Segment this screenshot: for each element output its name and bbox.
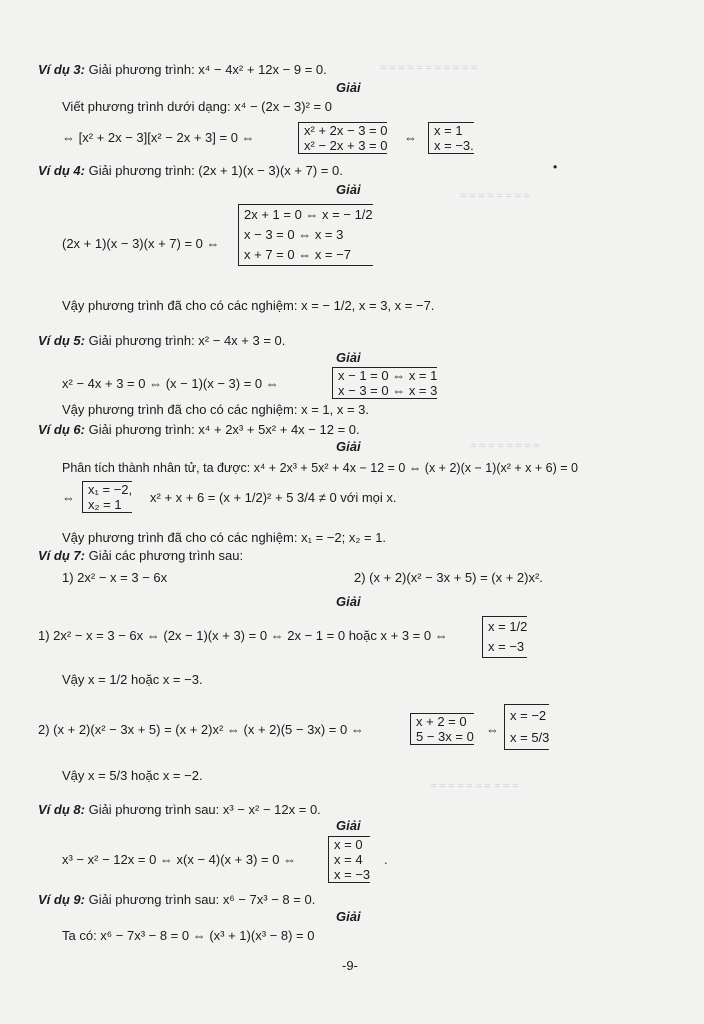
system-row: x − 1 = 0 ⇔ x = 1 (338, 368, 438, 383)
example-7-solution-2: 2) (x + 2)(x² − 3x + 5) = (x + 2)x² ⇔ (x + 2)(5 − 3x) = 0 ⇔ (38, 722, 364, 737)
example-statement: Giải phương trình sau: x⁶ − 7x³ − 8 = 0. (88, 892, 316, 907)
example-4-line-1: (2x + 1)(x − 3)(x + 7) = 0 ⇔ (62, 236, 220, 251)
example-6-line-1: Phân tích thành nhân tử, ta được: x⁴ + 2x³ + 5x² + 4x − 12 = 0 ⇔ (x + 2)(x − 1)(x² + x + 6) = 0 (62, 461, 578, 475)
example-label: Ví dụ 6: (38, 422, 85, 437)
example-statement: Giải phương trình: x⁴ − 4x² + 12x − 9 = 0. (88, 62, 327, 77)
solution-system (482, 616, 527, 658)
page-number: -9- (342, 958, 358, 973)
example-8-line-1: x³ − x² − 12x = 0 ⇔ x(x − 4)(x + 3) = 0 ⇔ (62, 852, 297, 867)
system-row: x = −3 (488, 639, 525, 654)
system-row: x = 1/2 (488, 619, 528, 634)
system-row: x = 4 (334, 852, 363, 867)
solution-system (504, 704, 549, 750)
solution-label: Giải (336, 80, 361, 95)
bleed-through-text: ≈ ≈ ≈ ≈ ≈ ≈ ≈ ≈ (460, 190, 530, 202)
example-7-conclusion-2: Vậy x = 5/3 hoặc x = −2. (62, 768, 203, 783)
system-row: x = 1 (434, 123, 463, 138)
equation-system (332, 367, 437, 399)
solution-label: Giải (336, 350, 361, 365)
system-row: 5 − 3x = 0 (416, 729, 474, 744)
example-7-conclusion-1: Vậy x = 1/2 hoặc x = −3. (62, 672, 203, 687)
equation-system (410, 713, 474, 745)
system-row: 2x + 1 = 0 ⇔ x = − 1/2 (244, 207, 373, 222)
example-6-heading (38, 422, 360, 438)
solution-system (82, 481, 132, 513)
example-statement: Giải phương trình sau: x³ − x² − 12x = 0. (88, 802, 321, 817)
system-row: x + 2 = 0 (416, 714, 467, 729)
system-row: x = −2 (510, 708, 547, 723)
example-9-line-1: Ta có: x⁶ − 7x³ − 8 = 0 ⇔ (x³ + 1)(x³ − 8) = 0 (62, 928, 315, 943)
problem-1: 1) 2x² − x = 3 − 6x (62, 570, 168, 585)
example-4-heading (38, 163, 343, 179)
system-row: x² − 2x + 3 = 0 (304, 138, 388, 153)
solution-label: Giải (336, 909, 361, 924)
example-8-heading (38, 802, 321, 818)
example-9-heading (38, 892, 315, 908)
equation-system (238, 204, 373, 266)
equivalence-arrow: ⇔ (62, 490, 75, 505)
system-row: x₂ = 1 (88, 497, 122, 512)
system-row: x = −3 (334, 867, 371, 882)
example-statement: Giải phương trình: (2x + 1)(x − 3)(x + 7) = 0. (88, 163, 343, 178)
example-label: Ví dụ 5: (38, 333, 85, 348)
example-7-solution-1: 1) 2x² − x = 3 − 6x ⇔ (2x − 1)(x + 3) = 0 ⇔ 2x − 1 = 0 hoặc x + 3 = 0 ⇔ (38, 628, 448, 643)
example-4-conclusion: Vậy phương trình đã cho có các nghiệm: x = − 1/2, x = 3, x = −7. (62, 298, 435, 313)
solution-label: Giải (336, 594, 361, 609)
example-6-line-2: x² + x + 6 = (x + 1/2)² + 5 3/4 ≠ 0 với mọi x. (150, 490, 397, 505)
system-row: x² + 2x − 3 = 0 (304, 123, 388, 138)
example-statement: Giải phương trình: x² − 4x + 3 = 0. (88, 333, 286, 348)
system-row: x = 5/3 (510, 730, 550, 745)
example-label: Ví dụ 7: (38, 548, 85, 563)
example-3-heading (38, 62, 327, 78)
example-7-heading (38, 548, 243, 564)
example-statement: Giải phương trình: x⁴ + 2x³ + 5x² + 4x − 12 = 0. (88, 422, 360, 437)
system-row: x + 7 = 0 ⇔ x = −7 (244, 247, 351, 262)
period: . (384, 852, 388, 867)
system-row: x = 0 (334, 837, 363, 852)
example-statement: Giải các phương trình sau: (88, 548, 244, 563)
system-row: x − 3 = 0 ⇔ x = 3 (244, 227, 344, 242)
bleed-through-text: ≈ ≈ ≈ ≈ ≈ ≈ ≈ ≈ ≈ ≈ (430, 780, 518, 792)
equivalence-arrow: ⇔ (486, 722, 499, 737)
solution-system (328, 836, 370, 883)
solution-label: Giải (336, 818, 361, 833)
dot-mark: • (553, 160, 558, 174)
example-5-line-1: x² − 4x + 3 = 0 ⇔ (x − 1)(x − 3) = 0 ⇔ (62, 376, 279, 391)
bleed-through-text: ≈ ≈ ≈ ≈ ≈ ≈ ≈ ≈ ≈ ≈ ≈ (380, 62, 477, 74)
equivalence-arrow: ⇔ (404, 130, 417, 145)
example-label: Ví dụ 9: (38, 892, 85, 907)
problem-2: 2) (x + 2)(x² − 3x + 5) = (x + 2)x². (354, 570, 543, 585)
example-label: Ví dụ 8: (38, 802, 85, 817)
bleed-through-text: ≈ ≈ ≈ ≈ ≈ ≈ ≈ ≈ (470, 440, 540, 452)
example-6-conclusion: Vậy phương trình đã cho có các nghiệm: x₁ = −2; x₂ = 1. (62, 530, 387, 545)
system-row: x₁ = −2, (88, 482, 133, 497)
example-3-line-2: ⇔ [x² + 2x − 3][x² − 2x + 3] = 0 ⇔ (62, 130, 255, 145)
solution-system (428, 122, 474, 154)
equation-system (298, 122, 387, 154)
solution-label: Giải (336, 182, 361, 197)
example-label: Ví dụ 3: (38, 62, 85, 77)
solution-label: Giải (336, 439, 361, 454)
system-row: x = −3. (434, 138, 474, 153)
example-3-line-1: Viết phương trình dưới dạng: x⁴ − (2x − 3)² = 0 (62, 99, 332, 114)
example-5-conclusion: Vậy phương trình đã cho có các nghiệm: x = 1, x = 3. (62, 402, 370, 417)
system-row: x − 3 = 0 ⇔ x = 3 (338, 383, 438, 398)
example-5-heading (38, 333, 285, 349)
example-label: Ví dụ 4: (38, 163, 85, 178)
